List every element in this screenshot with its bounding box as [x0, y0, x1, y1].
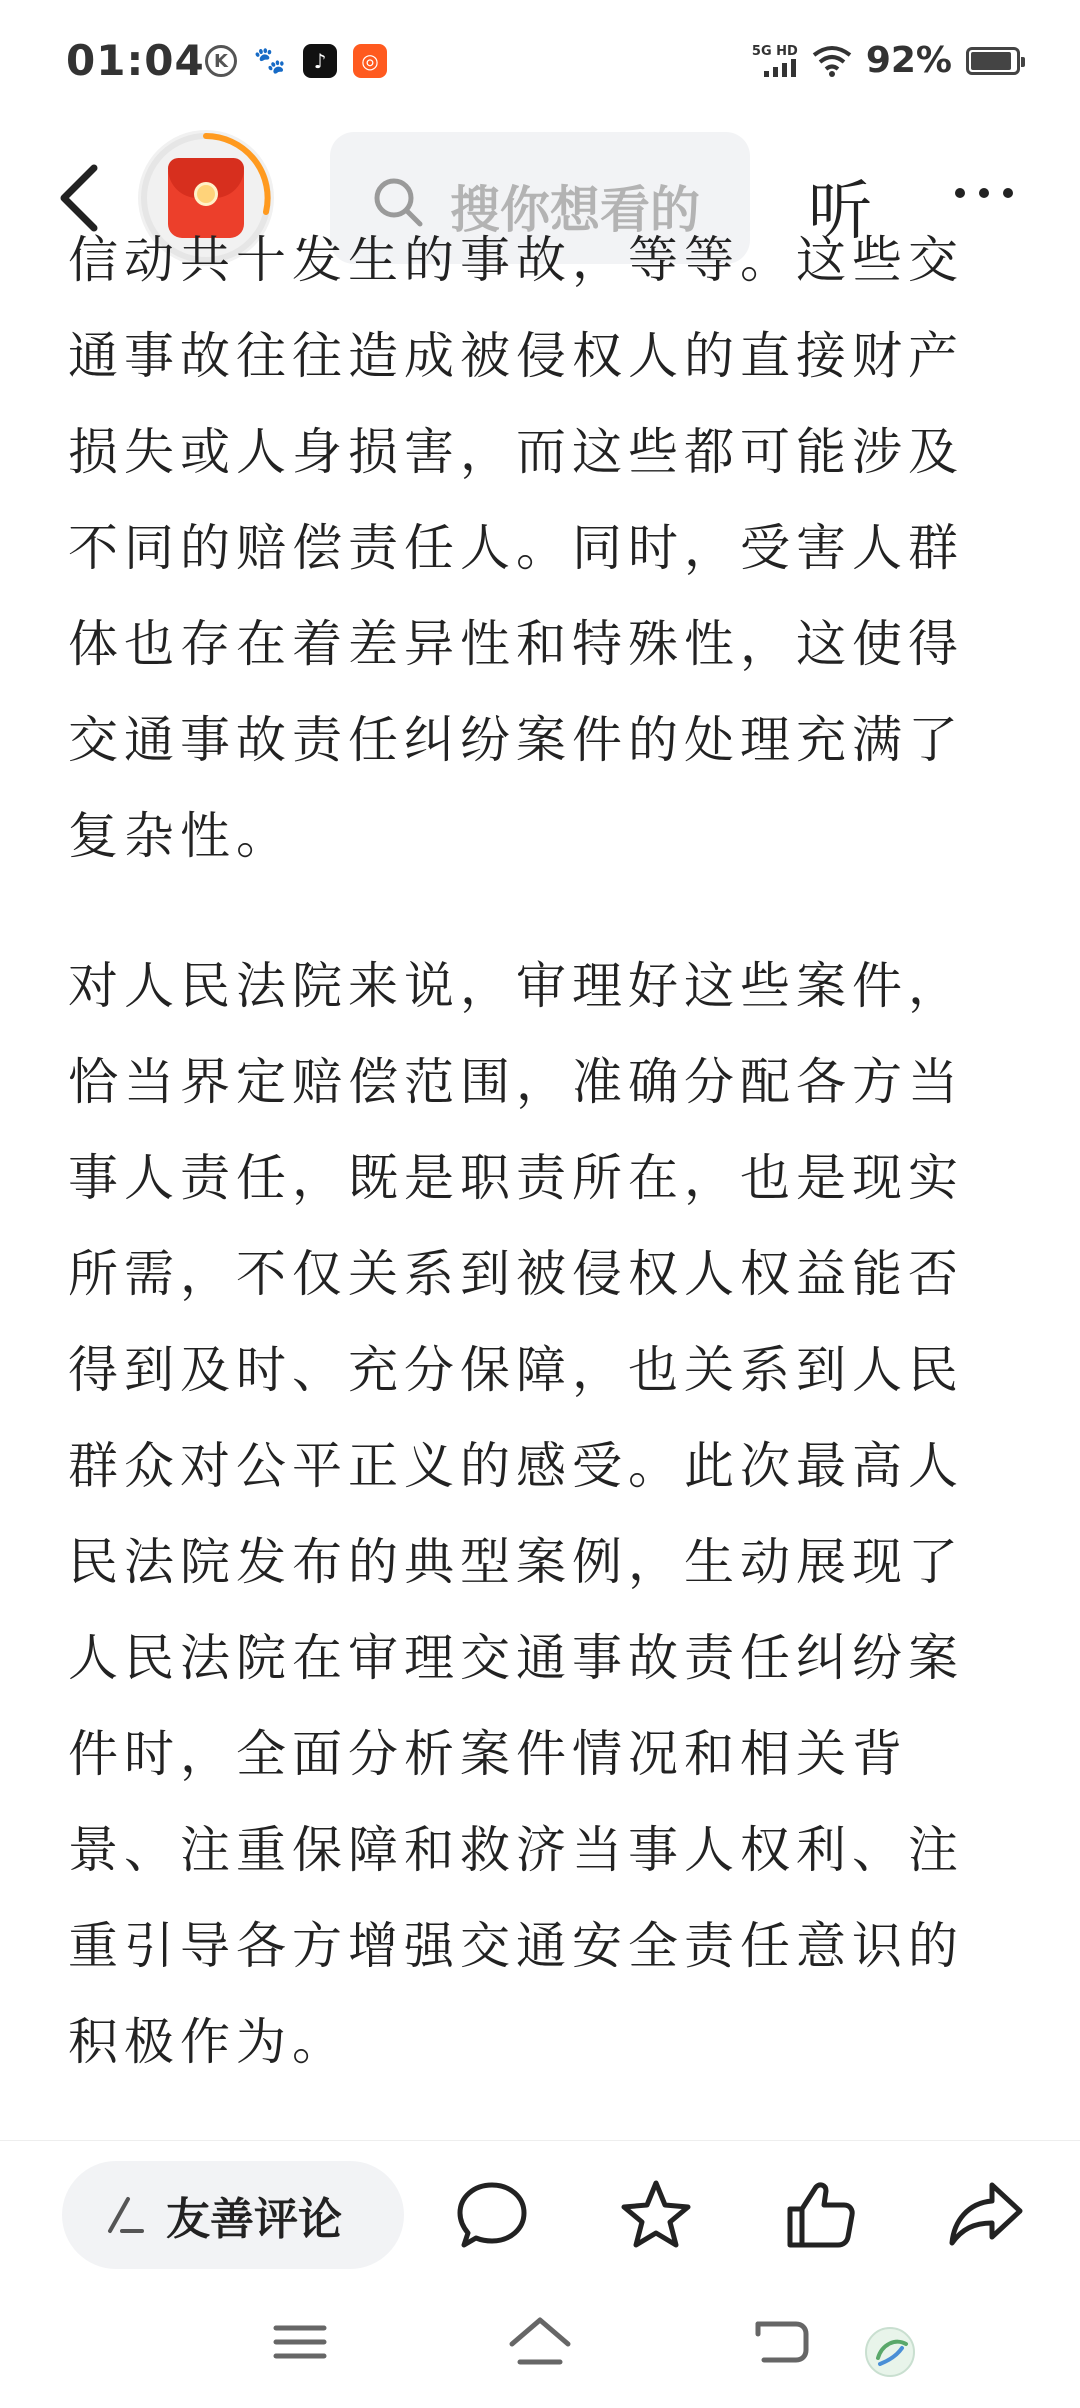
status-bar: [0, 0, 1080, 130]
thumbs-up-icon: [782, 2177, 858, 2253]
system-nav-bar: [0, 2290, 1080, 2408]
like-button[interactable]: [782, 2177, 858, 2257]
more-dot: [979, 188, 989, 198]
article-partial-line: 信动共十发生的事故，等等。这些交: [68, 231, 964, 289]
assistant-orb-icon: [862, 2324, 918, 2380]
article-line: 积极作为。: [68, 2013, 348, 2071]
article-line: 通事故往往造成被侵权人的直接财产: [68, 327, 964, 385]
listen-button[interactable]: 听: [808, 175, 872, 249]
article-line: 不同的赔偿责任人。同时，受害人群: [68, 519, 964, 577]
article-line: 损失或人身损害，而这些都可能涉及: [68, 423, 964, 481]
article-line: 景、注重保障和救济当事人权利、注: [68, 1821, 964, 1879]
article-paragraph: [68, 938, 1028, 2090]
baidu-icon: 🐾: [253, 46, 287, 76]
star-icon: [618, 2177, 694, 2253]
comment-input-button[interactable]: [62, 2161, 404, 2269]
comments-button[interactable]: [454, 2177, 530, 2257]
battery-percent: 92%: [865, 40, 952, 81]
home-icon: [508, 2314, 572, 2370]
red-packet-coin: [194, 182, 218, 206]
article-line: 恰当界定赔偿范围，准确分配各方当: [68, 1053, 964, 1111]
status-right: [752, 40, 1020, 81]
network-label: 5G HD: [751, 43, 798, 59]
article-line: 件时，全面分析案件情况和相关背: [68, 1725, 908, 1783]
article-line: 复杂性。: [68, 807, 292, 865]
article-line: 重引导各方增强交通安全责任意识的: [68, 1917, 964, 1975]
status-time: 01:04: [66, 36, 205, 85]
comment-label: 友善评论: [166, 2194, 342, 2245]
wifi-icon: [812, 45, 852, 77]
article-line: 所需，不仅关系到被侵权人权益能否: [68, 1245, 964, 1303]
notification-icons: [205, 44, 387, 78]
signal-icon: [752, 45, 798, 77]
article-line: 体也存在着差异性和特殊性，这使得: [68, 615, 964, 673]
article-line: 事人责任，既是职责所在，也是现实: [68, 1149, 964, 1207]
k-icon: K: [205, 45, 237, 77]
article-action-bar: [0, 2140, 1080, 2290]
article-body: [68, 231, 1028, 2130]
share-button[interactable]: [946, 2177, 1026, 2257]
app-grid-icon: ◎: [353, 44, 387, 78]
more-options-icon[interactable]: [955, 188, 1013, 198]
share-arrow-icon: [946, 2177, 1026, 2253]
article-line: 人民法院在审理交通事故责任纠纷案: [68, 1629, 964, 1687]
article-paragraph: [68, 308, 1028, 884]
article-line: 对人民法院来说，审理好这些案件，: [68, 957, 964, 1015]
article-line: 得到及时、充分保障，也关系到人民: [68, 1341, 964, 1399]
floating-assistant-button[interactable]: [862, 2324, 918, 2384]
article-line: 民法院发布的典型案例，生动展现了: [68, 1533, 964, 1591]
article-line: 交通事故责任纠纷案件的处理充满了: [68, 711, 964, 769]
recent-apps-button[interactable]: [272, 2314, 328, 2374]
search-placeholder: 搜你想看的: [450, 181, 700, 239]
home-button[interactable]: [508, 2314, 572, 2374]
more-dot: [955, 188, 965, 198]
favorite-button[interactable]: [618, 2177, 694, 2257]
return-icon: [752, 2314, 812, 2370]
comment-bubble-icon: [454, 2177, 530, 2253]
more-dot: [1003, 188, 1013, 198]
article-line: 群众对公平正义的感受。此次最高人: [68, 1437, 964, 1495]
back-nav-button[interactable]: [752, 2314, 812, 2374]
menu-icon: [272, 2314, 328, 2370]
battery-level-fill: [971, 52, 1011, 70]
battery-icon: [966, 47, 1020, 75]
tiktok-icon: ♪: [303, 44, 337, 78]
pen-icon: [102, 2193, 146, 2237]
